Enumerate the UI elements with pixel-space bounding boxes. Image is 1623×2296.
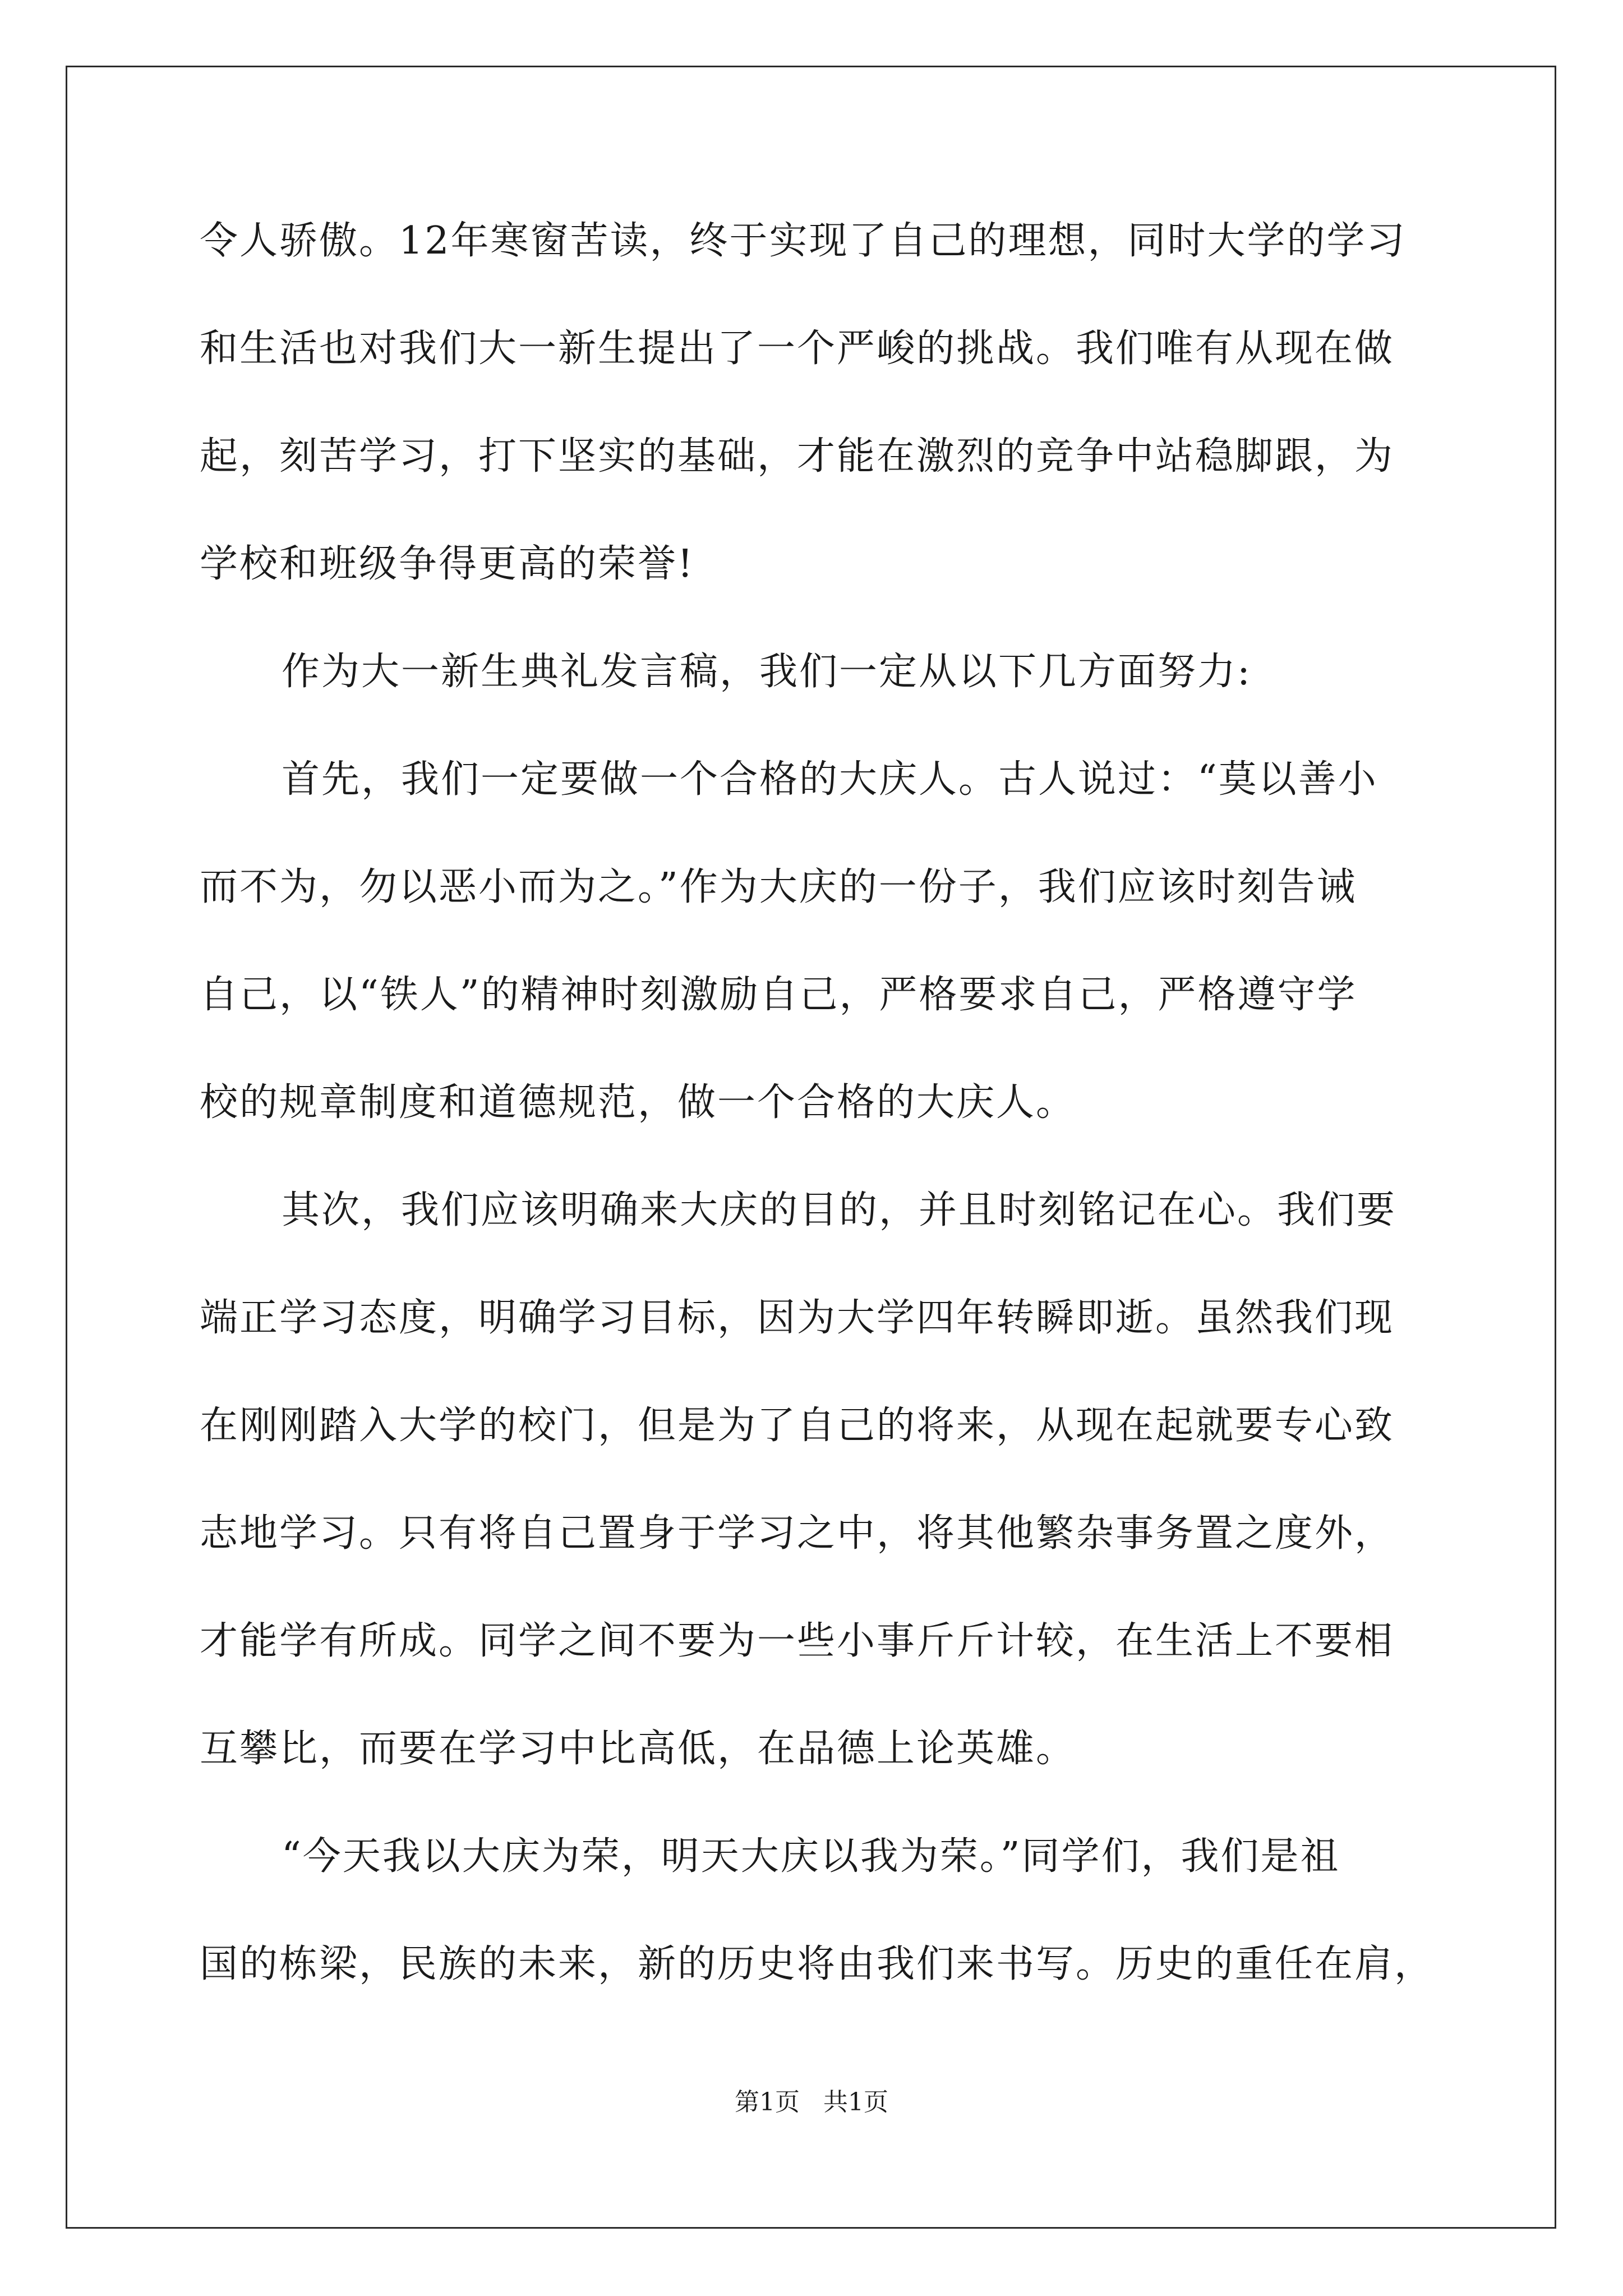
text-line: 才能学有所成。同学之间不要为一些小事斤斤计较，在生活上不要相 (200, 1619, 1395, 1663)
text-line: 学校和班级争得更高的荣誉! (200, 542, 695, 586)
text-line: 自己，以“铁人”的精神时刻激励自己，严格要求自己，严格遵守学 (200, 973, 1357, 1017)
text-line: 起，刻苦学习，打下坚实的基础，才能在激烈的竞争中站稳脚跟，为 (200, 434, 1395, 478)
text-line: 而不为，勿以恶小而为之。”作为大庆的一份子，我们应该时刻告诫 (200, 865, 1357, 909)
text-line: 在刚刚踏入大学的校门，但是为了自己的将来，从现在起就要专心致 (200, 1404, 1395, 1448)
text-line: 和生活也对我们大一新生提出了一个严峻的挑战。我们唯有从现在做 (200, 326, 1395, 371)
text-line: 互攀比，而要在学习中比高低，在品德上论英雄。 (200, 1727, 1076, 1771)
text-line: 作为大一新生典礼发言稿，我们一定从以下几方面努力: (282, 650, 1252, 694)
page-footer: 第1页 共1页 (735, 2088, 888, 2116)
text-line: 校的规章制度和道德规范，做一个合格的大庆人。 (200, 1080, 1076, 1125)
text-line: 其次，我们应该明确来大庆的目的，并且时刻铭记在心。我们要 (282, 1188, 1397, 1232)
text-line: 令人骄傲。12年寒窗苦读，终于实现了自己的理想，同时大学的学习 (200, 219, 1407, 263)
text-line: 首先，我们一定要做一个合格的大庆人。古人说过：“莫以善小 (282, 757, 1378, 802)
text-line: 志地学习。只有将自己置身于学习之中，将其他繁杂事务置之度外， (200, 1511, 1395, 1556)
document-body (200, 219, 1433, 2050)
text-line: 国的栋梁，民族的未来，新的历史将由我们来书写。历史的重任在肩， (200, 1942, 1435, 1986)
text-line: 端正学习态度，明确学习目标，因为大学四年转瞬即逝。虽然我们现 (200, 1296, 1395, 1340)
text-line: “今天我以大庆为荣，明天大庆以我为荣。”同学们，我们是祖 (282, 1834, 1340, 1879)
